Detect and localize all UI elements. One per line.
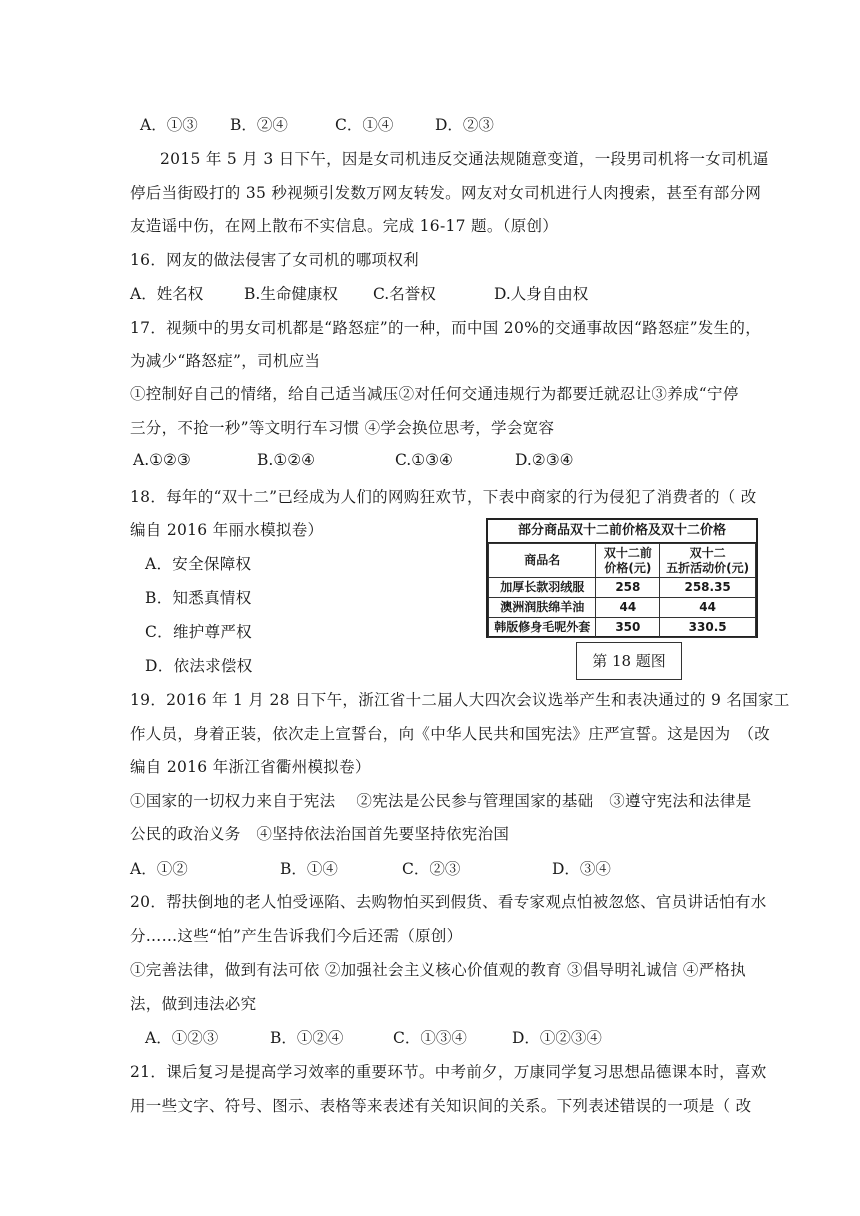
q15-option-c: C．①④: [335, 116, 394, 134]
table-cell: 44: [596, 598, 660, 618]
q17-option-d: D.②③④: [515, 451, 574, 469]
q19-option-a: A．①②: [130, 860, 188, 878]
q20-option-a: A．①②③: [145, 1029, 219, 1047]
q21-stem-line-1: 21．课后复习是提高学习效率的重要环节。中考前夕，万康同学复习思想品德课本时，喜欢: [130, 1063, 767, 1081]
header-product: 商品名: [489, 544, 596, 578]
q18-stem-line-1: 18．每年的“双十二”已经成为人们的网购狂欢节，下表中商家的行为侵犯了消费者的（ 改: [130, 488, 757, 506]
material-line-1: 2015 年 5 月 3 日下午，因是女司机违反交通法规随意变道，一段男司机将一女司机逼: [160, 150, 769, 168]
material-line-3: 友造谣中伤，在网上散布不实信息。完成 16-17 题。（原创）: [130, 217, 559, 235]
q16-option-c: C.名誉权: [373, 285, 436, 303]
q16-option-a: A．姓名权: [130, 285, 204, 303]
q18-option-b: B．知悉真情权: [145, 589, 252, 607]
table-header-row: [489, 544, 756, 578]
q19-stem-line-2: 作人员，身着正装，依次走上宣誓台，向《中华人民共和国宪法》庄严宣誓。这是因为 （改: [130, 725, 771, 743]
q20-option-b: B．①②④: [270, 1029, 344, 1047]
q19-items-line-1: ①国家的一切权力来自于宪法 ②宪法是公民参与管理国家的基础 ③遵守宪法和法律是: [130, 792, 752, 810]
table-cell: 44: [660, 598, 756, 618]
q19-stem-line-1: 19．2016 年 1 月 28 日下午，浙江省十二届人大四次会议选举产生和表决通过的 9 名国家工: [130, 691, 790, 709]
table-row: [489, 578, 756, 598]
q20-items-line-2: 法，做到违法必究: [130, 995, 257, 1013]
q18-option-c: C．维护尊严权: [145, 623, 252, 641]
table-cell: 澳洲润肤绵羊油: [489, 598, 596, 618]
q18-option-a: A．安全保障权: [145, 555, 252, 573]
header-price-before: 双十二前 价格(元): [596, 544, 660, 578]
q21-stem-line-2: 用一些文字、符号、图示、表格等来表述有关知识间的关系。下列表述错误的一项是（ 改: [130, 1097, 752, 1115]
q16-option-b: B.生命健康权: [244, 285, 338, 303]
q17-option-b: B.①②④: [257, 451, 316, 469]
q18-option-d: D．依法求偿权: [145, 657, 253, 675]
price-table: [486, 518, 758, 638]
q17-stem-line-1: 17．视频中的男女司机都是“路怒症”的一种，而中国 20%的交通事故因“路怒症”发生的，: [130, 319, 761, 337]
q17-option-c: C.①③④: [395, 451, 453, 469]
price-table-grid: [488, 543, 756, 638]
q15-option-a: A．①③: [140, 116, 198, 134]
q19-option-d: D．③④: [552, 860, 611, 878]
q15-option-d: D．②③: [435, 116, 494, 134]
table-cell: 330.5: [660, 618, 756, 638]
q19-stem-line-3: 编自 2016 年浙江省衢州模拟卷）: [130, 758, 371, 776]
table-cell: 258.35: [660, 578, 756, 598]
table-cell: 加厚长款羽绒服: [489, 578, 596, 598]
q20-stem-line-1: 20．帮扶倒地的老人怕受诬陷、去购物怕买到假货、看专家观点怕被忽悠、官员讲话怕有水: [130, 893, 767, 911]
q17-items-line-1: ①控制好自己的情绪，给自己适当减压②对任何交通违规行为都要迁就忍让③养成“宁停: [130, 385, 739, 403]
q20-option-d: D．①②③④: [512, 1029, 602, 1047]
q18-figure-caption: 第 18 题图: [576, 642, 682, 680]
q16-stem: 16．网友的做法侵害了女司机的哪项权利: [130, 251, 419, 269]
q20-stem-line-2: 分……这些“怕”产生告诉我们今后还需（原创）: [130, 927, 463, 945]
q17-stem-line-2: 为减少“路怒症”，司机应当: [130, 352, 321, 370]
header-price-sale: 双十二 五折活动价(元): [660, 544, 756, 578]
price-table-title: 部分商品双十二前价格及双十二价格: [488, 520, 756, 543]
q19-option-c: C．②③: [402, 860, 461, 878]
q17-option-a: A.①②③: [133, 451, 191, 469]
q20-items-line-1: ①完善法律，做到有法可依 ②加强社会主义核心价值观的教育 ③倡导明礼诚信 ④严格执: [130, 961, 747, 979]
q19-option-b: B．①④: [280, 860, 338, 878]
table-row: [489, 618, 756, 638]
q18-stem-line-2: 编自 2016 年丽水模拟卷）: [130, 521, 324, 539]
q16-option-d: D.人身自由权: [494, 285, 589, 303]
table-cell: 258: [596, 578, 660, 598]
table-row: [489, 598, 756, 618]
q20-option-c: C．①③④: [393, 1029, 467, 1047]
table-cell: 350: [596, 618, 660, 638]
q19-items-line-2: 公民的政治义务 ④坚持依法治国首先要坚持依宪治国: [130, 825, 510, 843]
q17-items-line-2: 三分，不抢一秒”等文明行车习惯 ④学会换位思考，学会宽容: [130, 419, 555, 437]
table-cell: 韩版修身毛呢外套: [489, 618, 596, 638]
q15-option-b: B．②④: [230, 116, 288, 134]
material-line-2: 停后当街殴打的 35 秒视频引发数万网友转发。网友对女司机进行人肉搜索，甚至有部分网: [130, 184, 762, 202]
